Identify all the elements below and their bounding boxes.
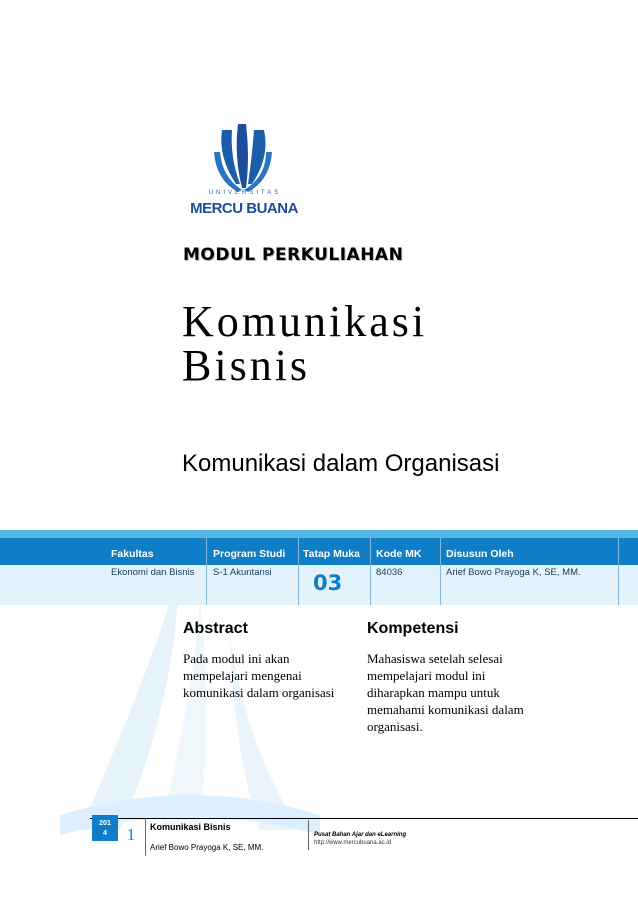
footer-page-number: 1 (126, 825, 136, 844)
kompetensi-body: Mahasiswa setelah selesai mempelajari modul ini diharapkan mampu untuk memahami komunikasi dalam organisasi. (367, 651, 524, 734)
footer-divider (145, 818, 146, 856)
column-divider (298, 538, 299, 605)
column-divider (440, 538, 441, 605)
value-fakultas: Ekonomi dan Bisnis (111, 567, 195, 578)
logo-university-name: MERCU BUANA (190, 200, 298, 217)
info-band-top (0, 530, 638, 538)
course-title-line2: Bisnis (182, 341, 311, 390)
column-divider (206, 538, 207, 605)
value-tatap-muka: 03 (313, 571, 343, 595)
footer-year-line1: 201 (99, 820, 111, 827)
header-tatap-muka: Tatap Muka (303, 548, 360, 560)
logo-university-text: UNIVERSITAS (208, 190, 282, 196)
footer-year-badge (92, 815, 118, 841)
footer-center-name: Pusat Bahan Ajar dan eLearning (314, 832, 407, 838)
footer-author: Arief Bowo Prayoga K, SE, MM. (150, 843, 264, 852)
abstract-body: Pada modul ini akan mempelajari mengenai komunikasi dalam organisasi (183, 651, 335, 700)
course-title (182, 297, 428, 390)
course-title-line1: Komunikasi (182, 297, 428, 346)
column-divider (370, 538, 371, 605)
module-label: MODUL PERKULIAHAN (183, 245, 404, 265)
header-disusun-oleh: Disusun Oleh (446, 548, 514, 560)
footer-year-line2: 4 (103, 830, 107, 837)
header-fakultas: Fakultas (111, 548, 154, 560)
column-divider (618, 538, 619, 605)
footer-course-name: Komunikasi Bisnis (150, 822, 231, 832)
kompetensi-heading: Kompetensi (367, 620, 459, 637)
value-program-studi: S-1 Akuntansi (213, 567, 272, 578)
footer-rule (90, 818, 638, 819)
value-disusun-oleh: Arief Bowo Prayoga K, SE, MM. (446, 567, 581, 578)
header-kode-mk: Kode MK (376, 548, 422, 560)
header-program-studi: Program Studi (213, 548, 286, 560)
module-subtitle: Komunikasi dalam Organisasi (182, 450, 500, 477)
footer-divider (308, 820, 309, 850)
footer-url[interactable]: http://www.mercubuana.ac.id (314, 840, 392, 846)
abstract-heading: Abstract (183, 620, 248, 637)
value-kode-mk: 84036 (376, 567, 403, 578)
